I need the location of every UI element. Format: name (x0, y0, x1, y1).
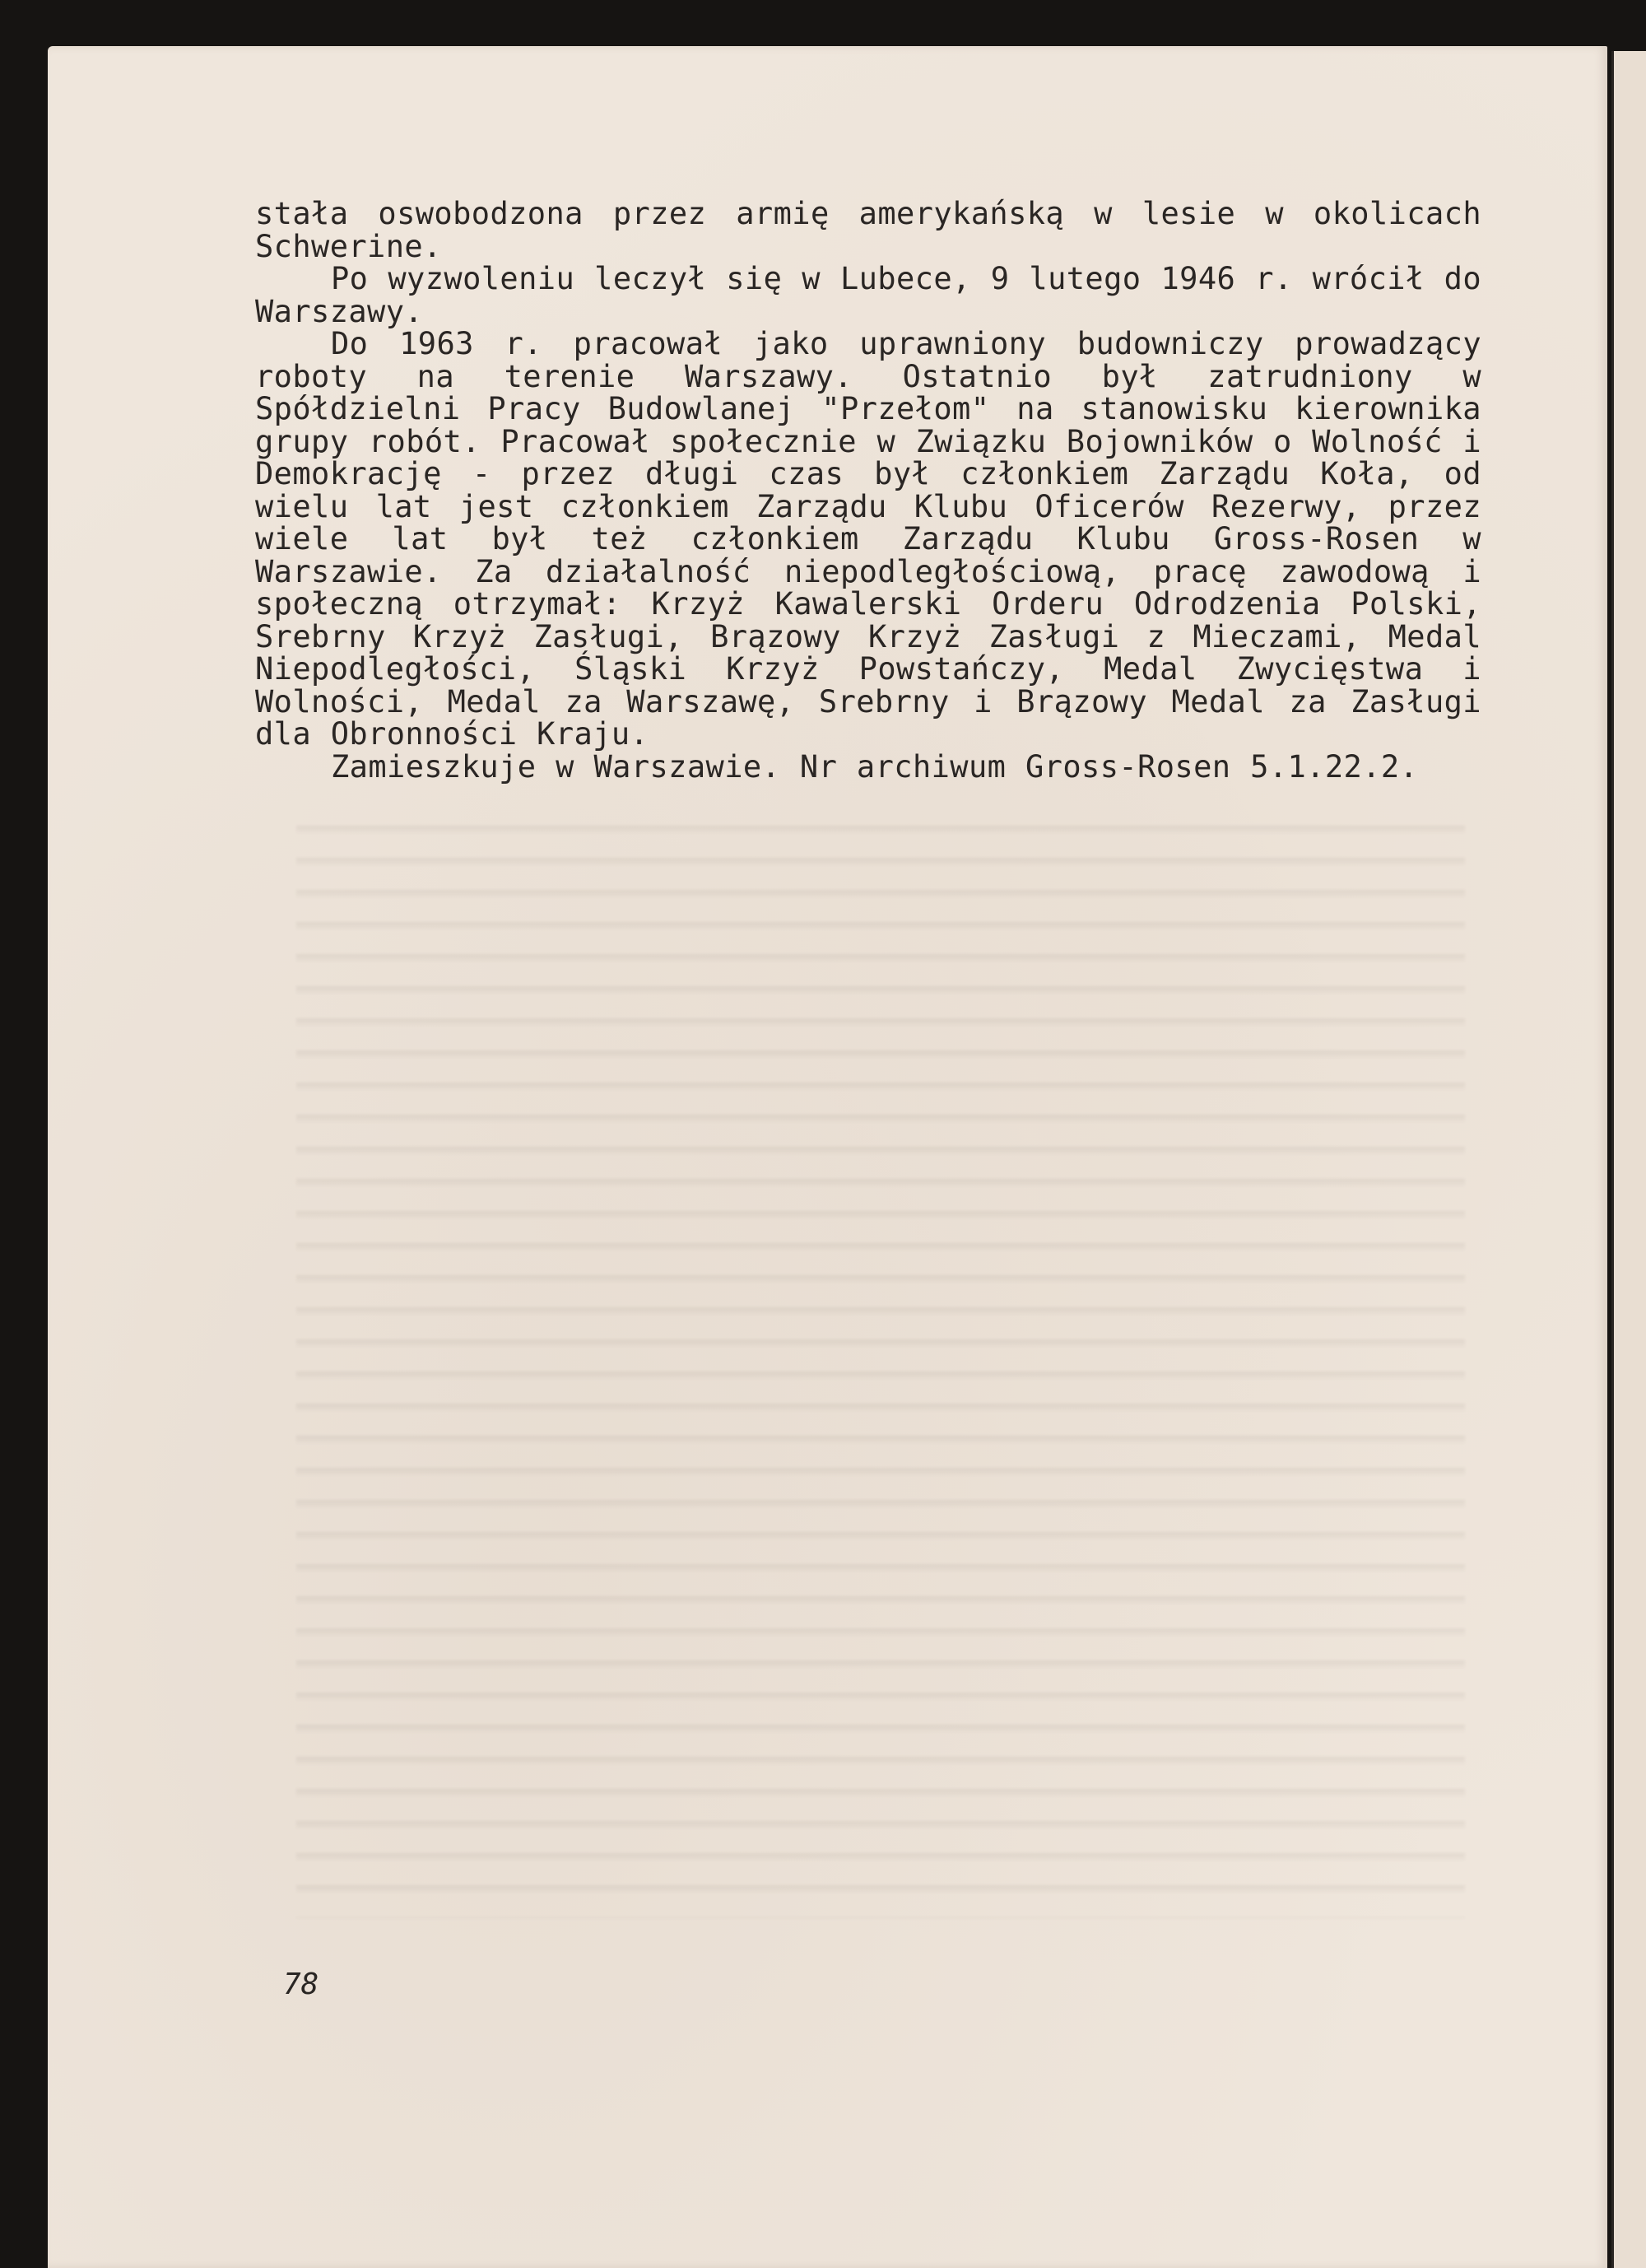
paragraph-2: Po wyzwoleniu leczył się w Lubece, 9 lutego 1946 r. wrócił do Warszawy. (255, 261, 1481, 329)
body-text (255, 198, 1481, 783)
paragraph-1: stała oswobodzona przez armię amerykańską w lesie w okolicach Schwerine. (255, 196, 1481, 264)
page-number: 78 (283, 1968, 319, 2001)
paragraph-4: Zamieszkuje w Warszawie. Nr archiwum Gross-Rosen 5.1.22.2. (331, 748, 1419, 785)
paragraph-3: Do 1963 r. pracował jako uprawniony budowniczy prowadzący roboty na terenie Warszawy. Ostatnio był zatrudniony w Spółdzielni Pracy Budowlanej "Przełom" na stanowisku kierownika grupy robót. Pracował społecznie w Związku Bojowników o Wolność i Demokrację - przez długi czas był członkiem Zarządu Koła, od wielu lat jest członkiem Zarządu Klubu Oficerów Rezerwy, przez wiele lat był też członkiem Zarządu Klubu Gross-Rosen w Warszawie. Za działalność niepodległościową, pracę zawodową i społeczną otrzymał: Krzyż Kawalerski Orderu Odrodzenia Polski, Srebrny Krzyż Zasługi, Brązowy Krzyż Zasługi z Mieczami, Medal Niepodległości, Śląski Krzyż Powstańczy, Medal Zwycięstwa i Wolności, Medal za Warszawę, Srebrny i Brązowy Medal za Zasługi dla Obronności Kraju. (255, 326, 1481, 752)
show-through-text (296, 807, 1465, 1918)
next-page-edge (1611, 51, 1646, 2268)
